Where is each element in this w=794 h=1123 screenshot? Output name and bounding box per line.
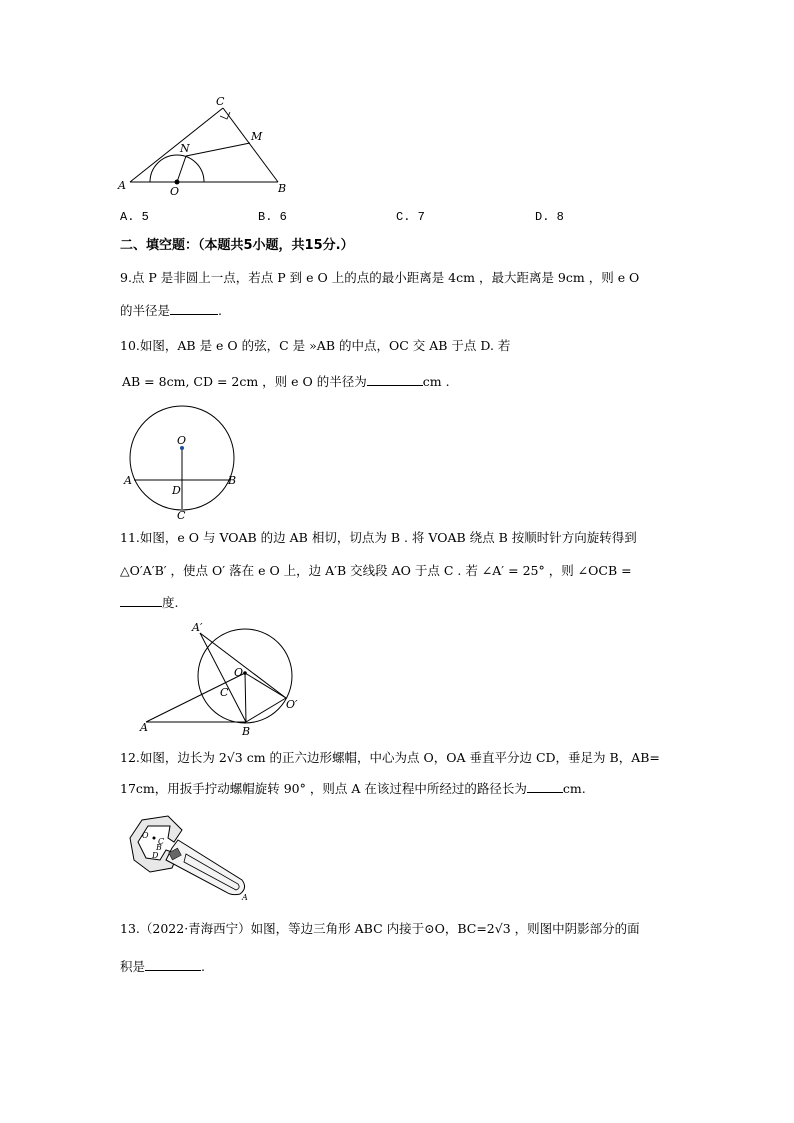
q11-label-b: B [242, 725, 251, 738]
q12-line2-prefix: 17cm，用扳手拧动螺帽旋转 90° ，则点 A 在该过程中所经过的路径长为 [120, 781, 527, 796]
q13-answer-blank[interactable] [145, 958, 201, 971]
q9-line2-suffix: . [218, 303, 222, 318]
label-b: B [278, 182, 287, 195]
q11-label-a: A [140, 721, 148, 734]
figure-circle-chord [118, 404, 248, 522]
q12-label-c: C [158, 837, 165, 846]
q10-line1: 10.如图，AB 是 e O 的弦，C 是 »AB 的中点，OC 交 AB 于点 D. 若 [120, 338, 511, 353]
option-c: C. 7 [396, 210, 425, 224]
label-n: N [180, 142, 190, 155]
q9-line2-prefix: 的半径是 [120, 303, 171, 318]
q13-line2-suffix: . [201, 959, 205, 974]
q13-line1: 13.（2022·青海西宁）如图，等边三角形 ABC 内接于⊙O，BC=2√3 ，则图中阴影部分的面 [120, 921, 640, 936]
q10-line2-prefix: AB = 8cm, CD = 2cm ，则 e O 的半径为 [122, 374, 367, 389]
q11-answer-blank[interactable] [120, 594, 162, 607]
figure-rotation [138, 618, 308, 738]
q10-line2-suffix: cm . [422, 374, 450, 389]
q10-line2 [122, 373, 450, 390]
q10-label-b: B [228, 474, 237, 487]
option-b: B. 6 [258, 210, 287, 224]
q12-line1: 12.如图，边长为 2√3 cm 的正六边形螺帽，中心为点 O，OA 垂直平分边 CD，垂足为 B，AB= [120, 750, 660, 765]
q9-line1: 9.点 P 是非圆上一点，若点 P 到 e O 上的点的最小距离是 4cm ，最大距离是 9cm ，则 e O [120, 270, 640, 285]
figure-triangle-semicircle [110, 92, 300, 202]
q12-label-o: O [142, 831, 149, 840]
label-o: O [170, 185, 180, 198]
option-a: A. 5 [120, 210, 149, 224]
q12-label-a: A [242, 893, 248, 900]
q11-label-a-prime: A′ [192, 621, 203, 634]
option-d: D. 8 [535, 210, 564, 224]
q13-line2-prefix: 积是 [120, 959, 146, 974]
q10-label-o: O [177, 434, 187, 447]
q12-line2-suffix: cm. [562, 781, 586, 796]
q12-line2 [120, 780, 586, 797]
figure-wrench [120, 808, 260, 900]
label-m: M [251, 130, 263, 143]
q11-line3 [120, 594, 178, 611]
section-heading: 二、填空题：（本题共5小题，共15分.） [120, 238, 354, 253]
q11-label-c: C [220, 686, 229, 699]
q10-label-a: A [124, 474, 132, 487]
q13-line2 [120, 958, 205, 975]
q11-line2: △O′A′B′ ，使点 O′ 落在 e O 上，边 A′B 交线段 AO 于点 C . 若 ∠A′ = 25° ，则 ∠OCB = [120, 563, 632, 578]
q10-label-c: C [177, 509, 186, 522]
q9-answer-blank[interactable] [170, 302, 218, 315]
q11-label-o-prime: O′ [286, 698, 298, 711]
label-a: A [118, 179, 126, 192]
q11-label-o: O [234, 666, 244, 679]
q12-label-b: B [156, 843, 162, 852]
label-c: C [216, 95, 225, 108]
q10-label-d: D [172, 484, 181, 497]
q10-answer-blank[interactable] [367, 373, 423, 386]
q11-line1: 11.如图，e O 与 VOAB 的边 AB 相切，切点为 B . 将 VOAB 绕点 B 按顺时针方向旋转得到 [120, 530, 637, 545]
q12-answer-blank[interactable] [527, 780, 563, 793]
q9-line2 [120, 302, 222, 319]
q11-line3-suffix: 度. [162, 595, 179, 610]
q12-label-d: D [152, 851, 159, 860]
